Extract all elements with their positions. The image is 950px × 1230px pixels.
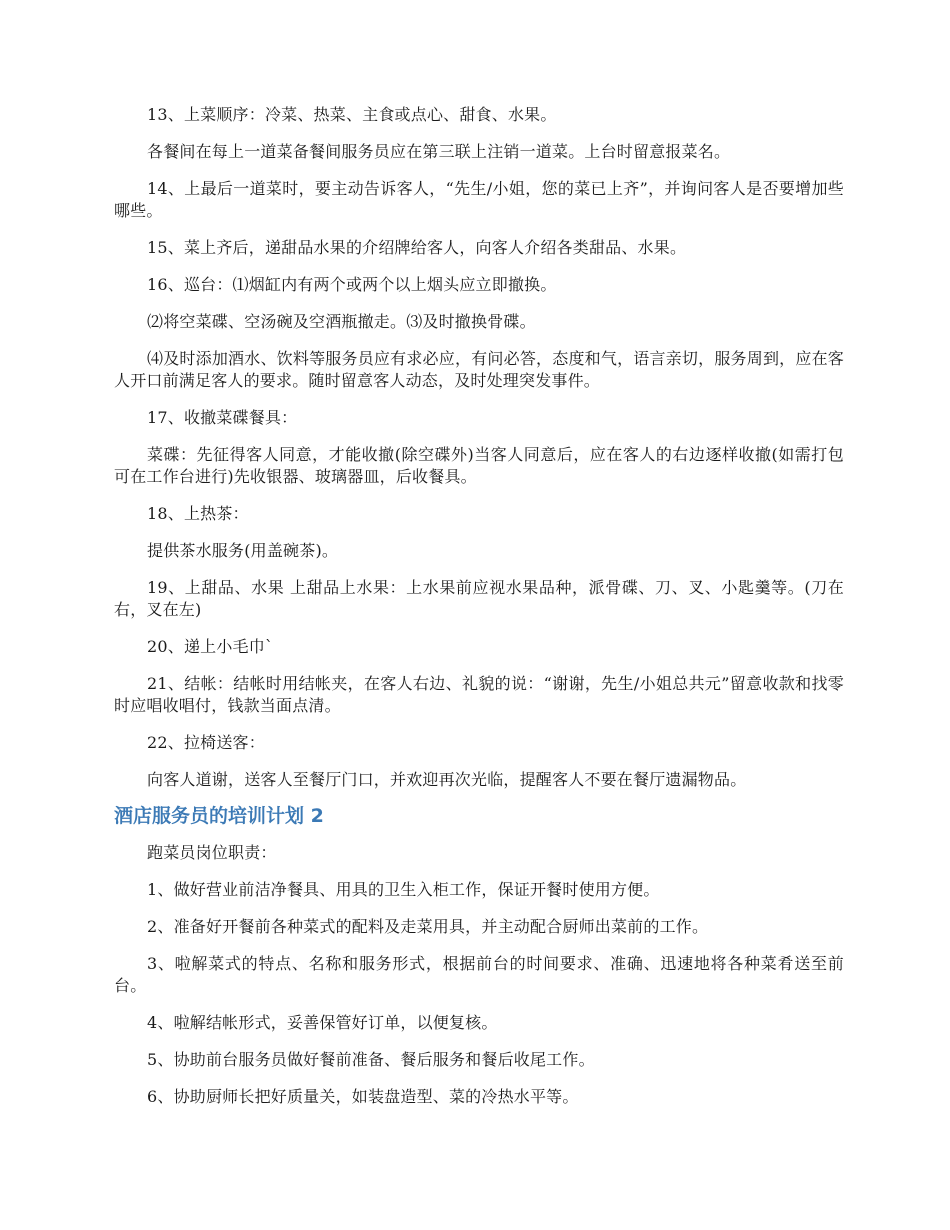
paragraph-hot-tea-title: 18、上热茶：	[147, 504, 249, 523]
paragraph-towel: 20、递上小毛巾`	[147, 637, 274, 656]
paragraph-dessert-fruit: 19、上甜品、水果 上甜品上水果：上水果前应视水果品种，派骨碟、刀、叉、小匙羹等。(刀在右，叉在左)	[114, 578, 844, 619]
paragraph-cancel-dish: 各餐间在每上一道菜备餐间服务员应在第三联上注销一道菜。上台时留意报菜名。	[147, 142, 731, 161]
paragraph-hot-tea: 提供茶水服务(用盖碗茶)。	[147, 541, 339, 560]
paragraph-dessert-menu: 15、菜上齐后，递甜品水果的介绍牌给客人，向客人介绍各类甜品、水果。	[147, 238, 687, 257]
paragraph-checkout: 21、结帐：结帐时用结帐夹，在客人右边、礼貌的说：“谢谢，先生/小姐总共元”留意收款和找零时应唱收唱付，钱款当面点清。	[114, 674, 844, 715]
paragraph-table-patrol: 16、巡台：⑴烟缸内有两个或两个以上烟头应立即撤换。	[147, 275, 557, 294]
paragraph-runner-duties: 跑菜员岗位职责：	[147, 843, 277, 862]
paragraph-duty-1: 1、做好营业前洁净餐具、用具的卫生入柜工作，保证开餐时使用方便。	[147, 880, 660, 899]
paragraph-serving-order: 13、上菜顺序：冷菜、热菜、主食或点心、甜食、水果。	[147, 105, 557, 124]
paragraph-duty-4: 4、啦解结帐形式，妥善保管好订单，以便复核。	[147, 1013, 498, 1032]
paragraph-see-off: 向客人道谢，送客人至餐厅门口，并欢迎再次光临，提醒客人不要在餐厅遗漏物品。	[147, 770, 747, 789]
paragraph-clear-dishes-title: 17、收撤菜碟餐具：	[147, 408, 298, 427]
document-page	[114, 104, 844, 1123]
section-heading: 酒店服务员的培训计划 2	[114, 805, 324, 827]
paragraph-refill-drinks: ⑷及时添加酒水、饮料等服务员应有求必应，有问必答，态度和气，语言亲切，服务周到，应在客人开口前满足客人的要求。随时留意客人动态，及时处理突发事件。	[114, 349, 844, 390]
paragraph-see-off-title: 22、拉椅送客：	[147, 733, 265, 752]
paragraph-duty-5: 5、协助前台服务员做好餐前准备、餐后服务和餐后收尾工作。	[147, 1050, 595, 1069]
paragraph-last-dish: 14、上最后一道菜时，要主动告诉客人，“先生/小姐，您的菜已上齐”，并询问客人是否要增加些哪些。	[114, 179, 844, 220]
paragraph-duty-3: 3、啦解菜式的特点、名称和服务形式，根据前台的时间要求、准确、迅速地将各种菜肴送至前台。	[114, 954, 844, 995]
paragraph-clear-dishes: 菜碟：先征得客人同意，才能收撤(除空碟外)当客人同意后，应在客人的右边逐样收撤(如需打包可在工作台进行)先收银器、玻璃器皿，后收餐具。	[114, 445, 844, 486]
paragraph-clear-empties: ⑵将空菜碟、空汤碗及空酒瓶撤走。⑶及时撤换骨碟。	[147, 312, 536, 331]
paragraph-duty-6: 6、协助厨师长把好质量关，如装盘造型、菜的冷热水平等。	[147, 1087, 579, 1106]
paragraph-duty-2: 2、准备好开餐前各种菜式的配料及走菜用具，并主动配合厨师出菜前的工作。	[147, 917, 709, 936]
